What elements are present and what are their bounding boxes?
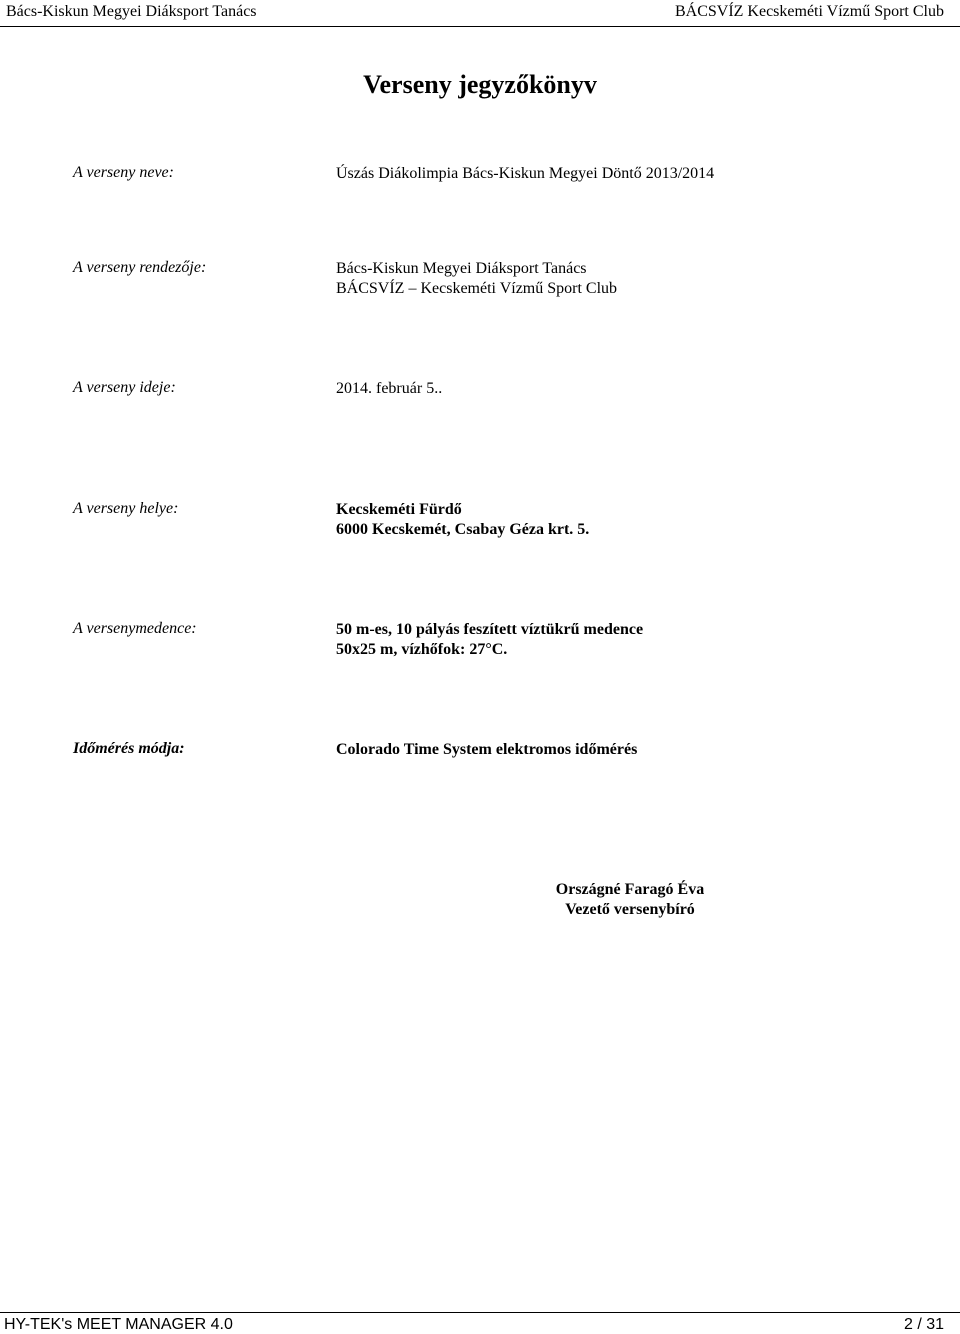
competition-name-line: Úszás Diákolimpia Bács-Kiskun Megyei Döntő 2013/2014 [336,165,715,182]
field-value [336,500,589,540]
field-value [336,740,637,760]
field-value [336,620,643,660]
header-club: BÁCSVÍZ Kecskeméti Vízmű Sport Club [674,3,944,20]
timing-line: Colorado Time System elektromos időmérés [336,741,638,758]
page-header [0,0,960,27]
venue-line: 6000 Kecskemét, Csabay Géza krt. 5. [336,521,590,538]
organizer-line: Bács-Kiskun Megyei Diáksport Tanács [336,260,587,277]
field-label: A verseny ideje: [73,379,176,396]
header-organization: Bács-Kiskun Megyei Diáksport Tanács [6,3,257,20]
field-label: A verseny rendezője: [73,259,207,276]
referee-role: Vezető versenybíró [565,901,695,918]
footer-page-number: 2 / 31 [903,1316,944,1333]
footer-software: HY-TEK's MEET MANAGER 4.0 [4,1316,233,1333]
field-value [336,259,617,299]
organizer-line: BÁCSVÍZ – Kecskeméti Vízmű Sport Club [336,280,618,297]
field-label: Időmérés módja: [73,740,185,757]
page-title: Verseny jegyzőkönyv [363,70,597,99]
referee-name: Országné Faragó Éva [555,881,705,898]
date-line: 2014. február 5.. [336,380,443,397]
venue-line: Kecskeméti Fürdő [336,501,462,518]
referee-signature [530,880,730,920]
field-label: A verseny helye: [73,500,179,517]
pool-line: 50x25 m, vízhőfok: 27°C. [336,641,508,658]
pool-line: 50 m-es, 10 pályás feszített víztükrű medence [336,621,644,638]
field-value [336,164,714,184]
page-footer [0,1312,960,1333]
field-label: A verseny neve: [73,164,174,181]
field-value [336,379,442,399]
field-label: A versenymedence: [73,620,197,637]
